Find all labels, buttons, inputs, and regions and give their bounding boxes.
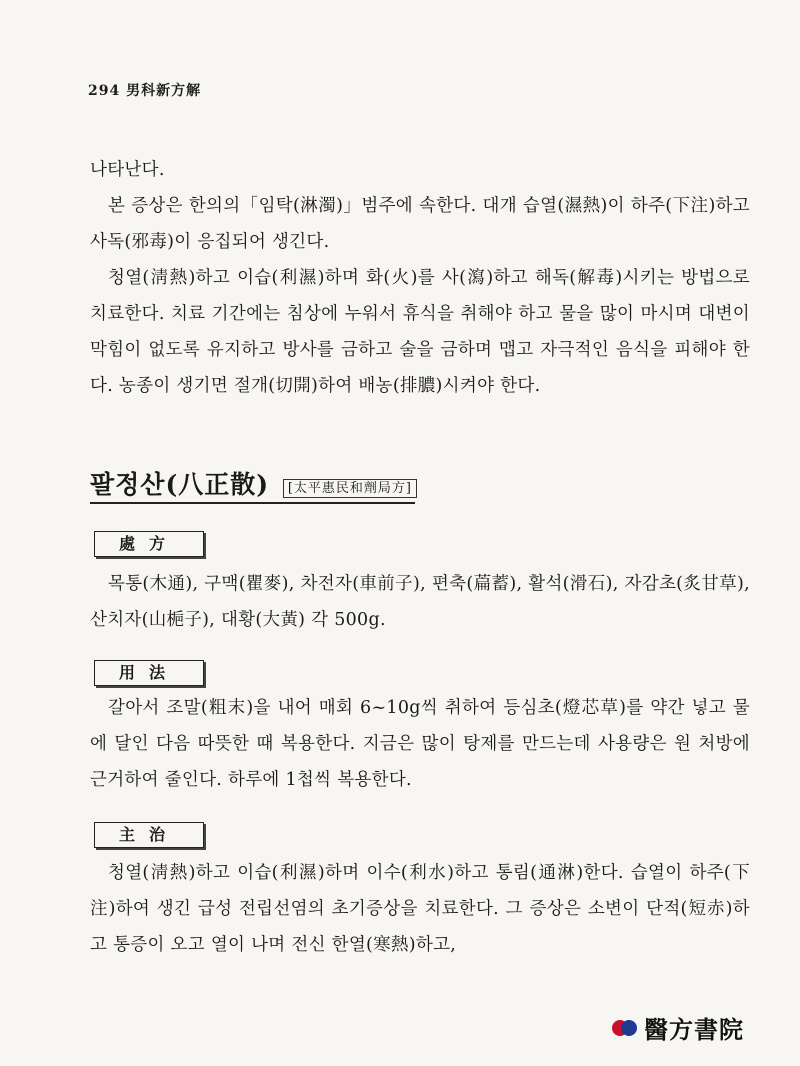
publisher-logo [612,1010,744,1045]
paragraph-continuation: 나타난다. [90,160,165,180]
formula-title [90,465,417,501]
running-header: 294 男科新方解 [88,83,202,99]
prescription-text: 목통(木通), 구맥(瞿麥), 차전자(車前子), 편축(萹蓄), 활석(滑石), 자감초(炙甘草), 산치자(山梔子), 대황(大黃) 각 500g. [90,574,750,630]
formula-name: 팔정산(八正散) [90,470,270,499]
logo-circles-icon [612,1016,638,1040]
section-label-prescription: 處方 [94,531,204,557]
section-label-indications: 主治 [94,822,204,848]
paragraph-pathology: 본 증상은 한의의「임탁(淋濁)」범주에 속한다. 대개 습열(濕熱)이 하주(下注)하고 사독(邪毒)이 응집되어 생긴다. [90,196,750,252]
indications-text: 청열(淸熱)하고 이습(利濕)하며 이수(利水)하고 통림(通淋)한다. 습열이 하주(下注)하여 생긴 급성 전립선염의 초기증상을 치료한다. 그 증상은 소변이 단적(短赤)하고 통증이 오고 열이 나며 전신 한열(寒熱)하고, [90,863,750,955]
formula-source: [太平惠民和劑局方] [283,479,417,498]
paragraph-treatment: 청열(淸熱)하고 이습(利濕)하며 화(火)를 사(瀉)하고 해독(解毒)시키는 방법으로 치료한다. 치료 기간에는 침상에 누워서 휴식을 취해야 하고 물을 많이 마시며 대변이 막힘이 없도록 유지하고 방사를 금하고 술을 금하며 맵고 자극적인 음식을 피해야 한다. 농종이 생기면 절개(切開)하여 배농(排膿)시켜야 한다. [90,268,750,396]
usage-text: 갈아서 조말(粗末)을 내어 매회 6~10g씩 취하여 등심초(燈芯草)를 약간 넣고 물에 달인 다음 따뜻한 때 복용한다. 지금은 많이 탕제를 만드는데 사용량은 원 처방에 근거하여 줄인다. 하루에 1첩씩 복용한다. [90,698,750,790]
publisher-name: 醫方書院 [644,1015,744,1044]
section-label-usage: 用法 [94,660,204,686]
title-underline [90,502,415,504]
